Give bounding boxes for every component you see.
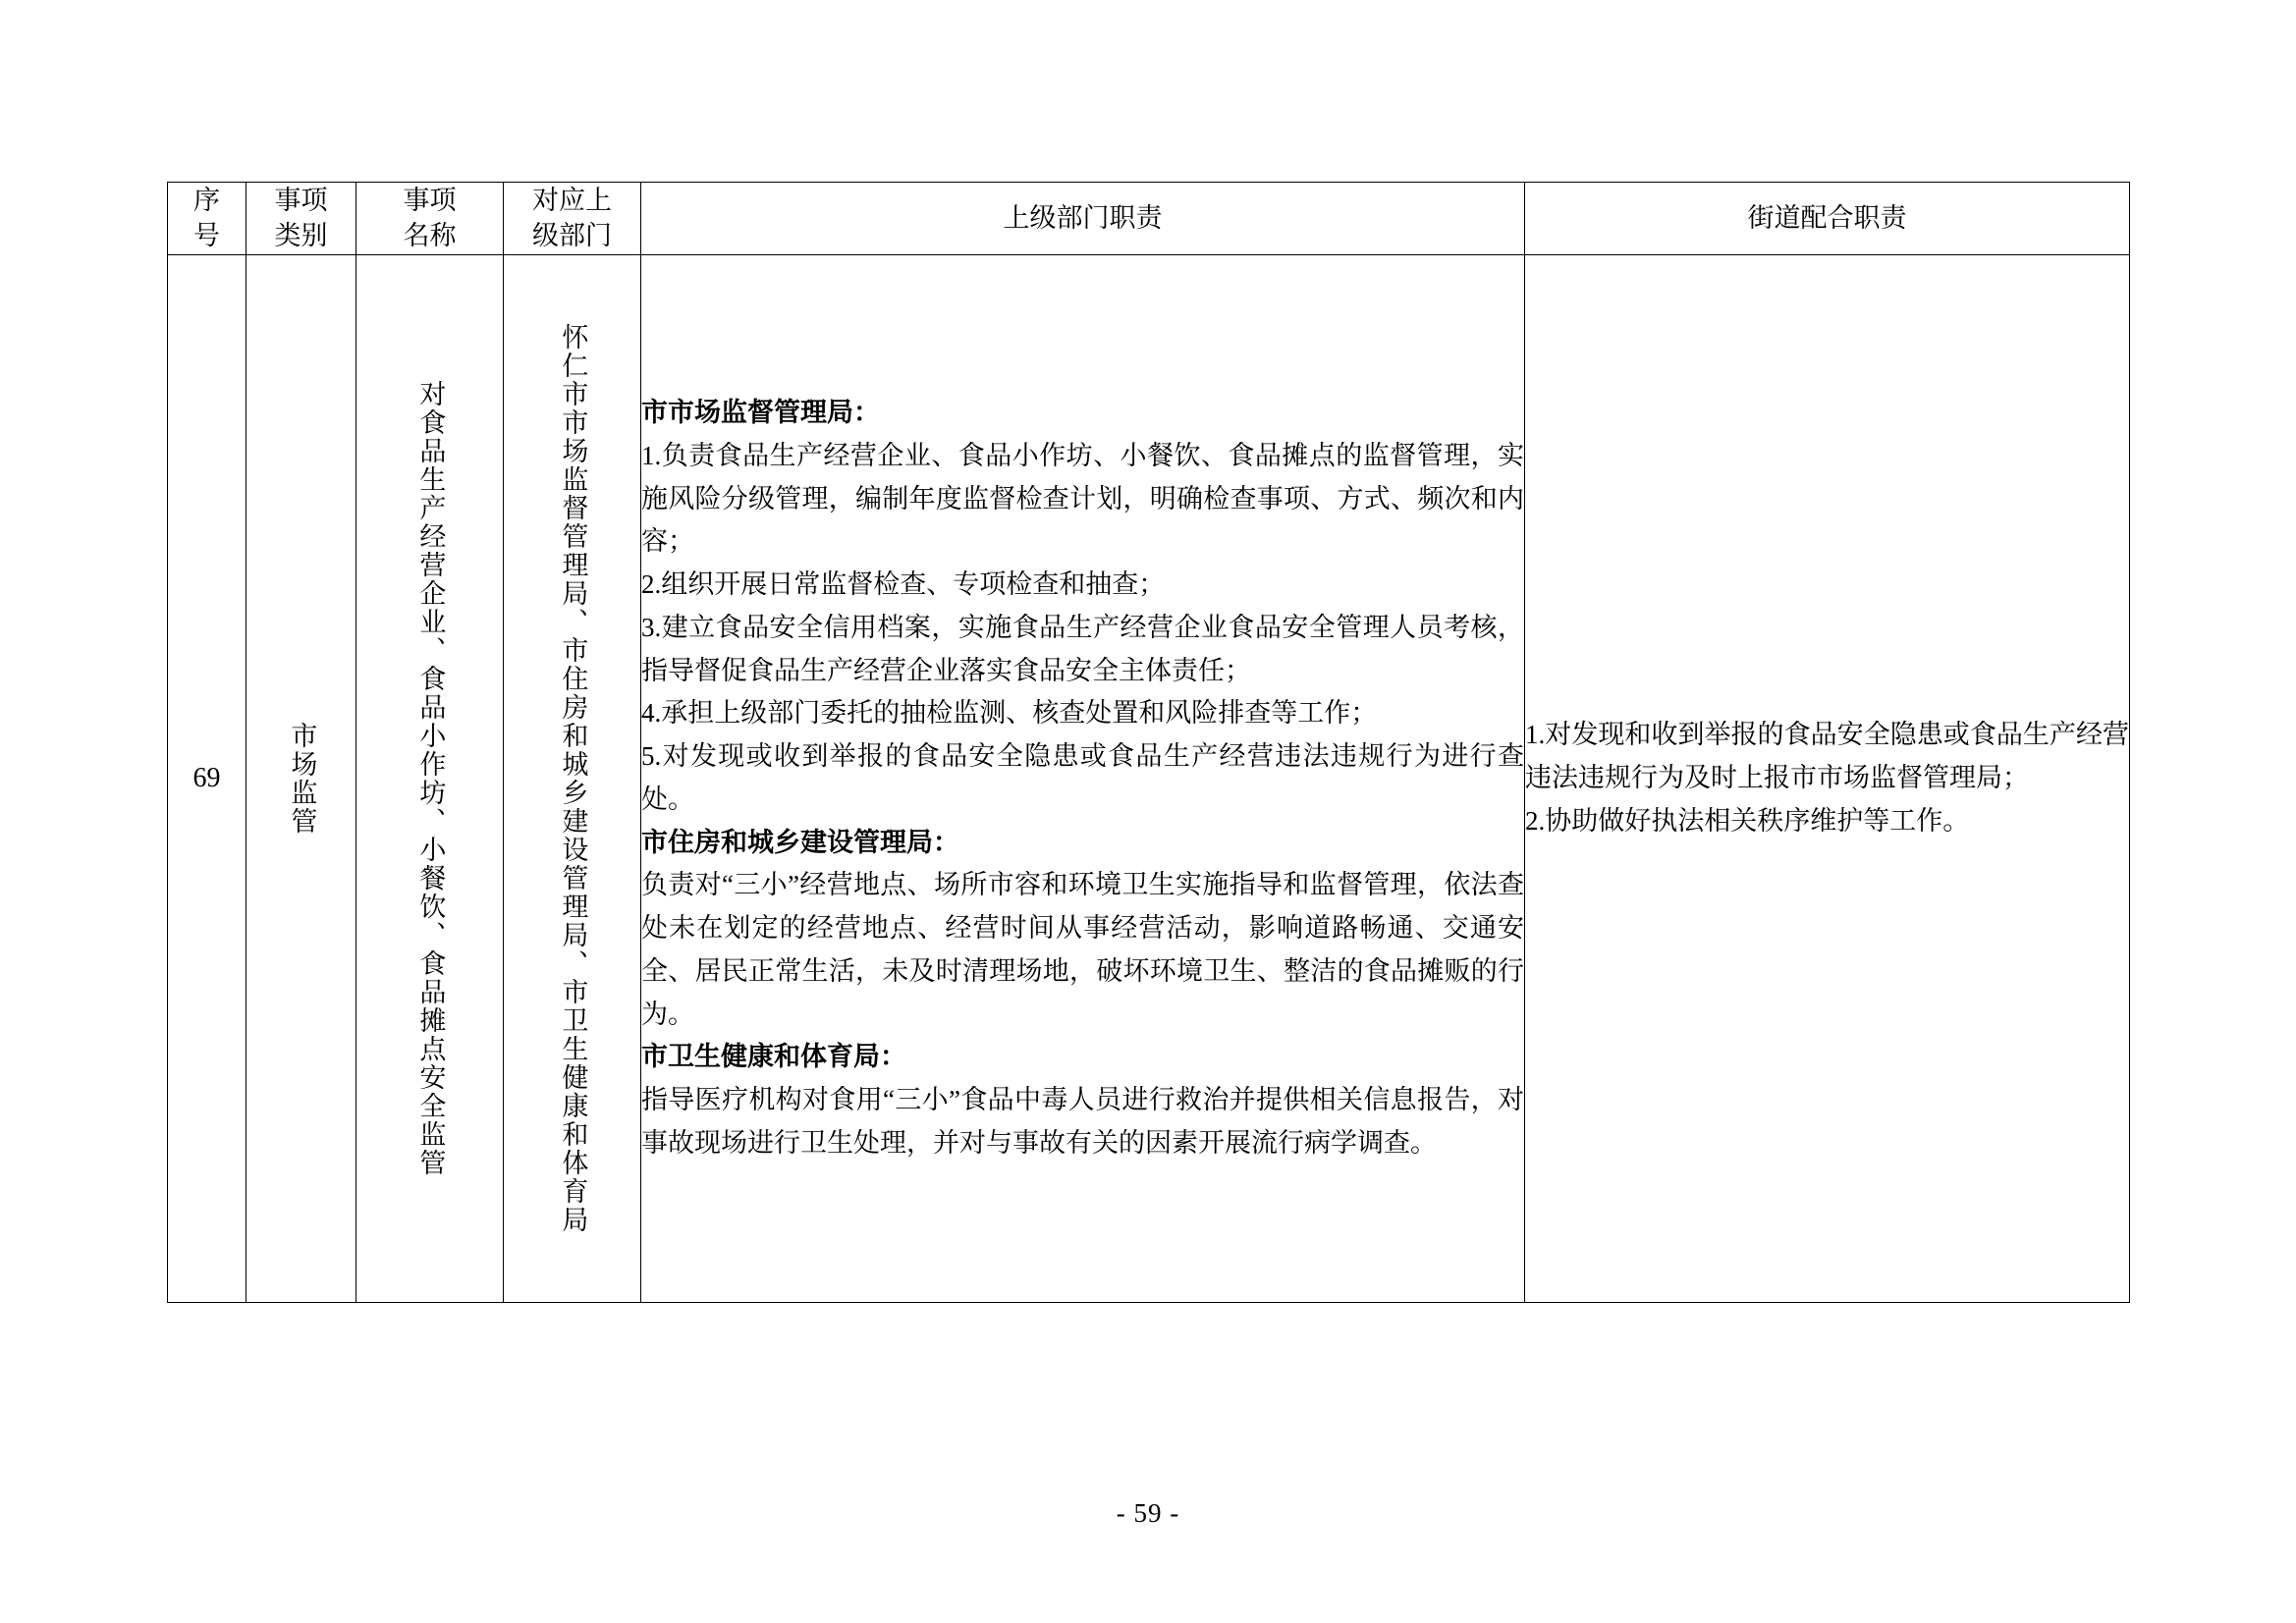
table-header [168, 183, 2130, 255]
column-header-name-line2: 名称 [403, 221, 457, 251]
column-header-name [356, 183, 504, 255]
column-header-seq [168, 183, 246, 255]
column-header-name-line1: 事项 [403, 186, 457, 215]
cell-sequence-number: 69 [168, 254, 246, 1302]
column-header-upper-dept [504, 183, 641, 255]
cell-upper-duty [641, 254, 1525, 1302]
column-header-category-line2: 类别 [274, 221, 328, 251]
upper-duty-subtitle-8: 市卫生健康和体育局： [641, 1042, 906, 1072]
cell-item-name-wrap [356, 255, 503, 1302]
column-header-upper-dept-line2: 级部门 [532, 221, 612, 251]
page-number: - 59 - [1116, 1498, 1180, 1528]
cell-upper-dept [504, 254, 641, 1302]
street-duty-paragraph-0: 1.对发现和收到举报的食品安全隐患或食品生产经营违法违规行为及时上报市市场监督管理局； [1525, 720, 2129, 792]
responsibility-table [167, 182, 2130, 1303]
upper-duty-paragraph-1: 1.负责食品生产经营企业、食品小作坊、小餐饮、食品摊点的监督管理，实施风险分级管理，编制年度监督检查计划，明确检查事项、方式、频次和内容； [641, 441, 1524, 557]
upper-duty-paragraph-4: 4.承担上级部门委托的抽检监测、核查处置和风险排查等工作； [641, 698, 1378, 729]
cell-category-wrap [246, 280, 355, 1277]
upper-duty-paragraph-7: 负责对“三小”经营地点、场所市容和环境卫生实施指导和监督管理，依法查处未在划定的经营地点、经营时间从事经营活动，影响道路畅通、交通安全、居民正常生活，未及时清理场地，破坏环境卫生、整洁的食品摊贩的行为。 [641, 870, 1524, 1029]
upper-duty-paragraph-2: 2.组织开展日常监督检查、专项检查和抽查； [641, 569, 1166, 600]
column-header-seq-line1: 序 [193, 186, 220, 215]
upper-duty-paragraph-9: 指导医疗机构对食用“三小”食品中毒人员进行救治并提供相关信息报告，对事故现场进行卫生处理，并对与事故有关的因素开展流行病学调查。 [641, 1085, 1524, 1158]
upper-duty-blocks [641, 392, 1524, 1164]
cell-item-name [356, 254, 504, 1302]
cell-category [246, 254, 356, 1302]
table-body [168, 254, 2130, 1302]
street-duty-paragraph-1: 2.协助做好执法相关秩序维护等工作。 [1525, 805, 1970, 836]
cell-street-duty [1525, 254, 2130, 1302]
column-header-upper-dept-line1: 对应上 [532, 186, 612, 215]
cell-upper-dept-text: 怀仁市市场监督管理局、市住房和城乡建设管理局、市卫生健康和体育局 [558, 322, 588, 1234]
table-row [168, 254, 2130, 1302]
column-header-category-line1: 事项 [274, 186, 328, 215]
column-header-street-duty: 街道配合职责 [1525, 183, 2130, 255]
cell-upper-dept-wrap [504, 255, 640, 1302]
cell-category-text: 市场监管 [287, 721, 317, 836]
column-header-category [246, 183, 356, 255]
upper-duty-paragraph-5: 5.对发现或收到举报的食品安全隐患或食品生产经营违法违规行为进行查处。 [641, 741, 1524, 814]
street-duty-blocks [1525, 714, 2129, 842]
column-header-upper-duty: 上级部门职责 [641, 183, 1525, 255]
cell-item-name-text: 对食品生产经营企业、食品小作坊、小餐饮、食品摊点安全监管 [415, 379, 446, 1177]
column-header-seq-line2: 号 [193, 221, 220, 251]
upper-duty-subtitle-0: 市市场监督管理局： [641, 398, 880, 428]
table-header-row [168, 183, 2130, 255]
upper-duty-subtitle-6: 市住房和城乡建设管理局： [641, 827, 959, 857]
upper-duty-paragraph-3: 3.建立食品安全信用档案，实施食品生产经营企业食品安全管理人员考核，指导督促食品生产经营企业落实食品安全主体责任； [641, 612, 1524, 685]
